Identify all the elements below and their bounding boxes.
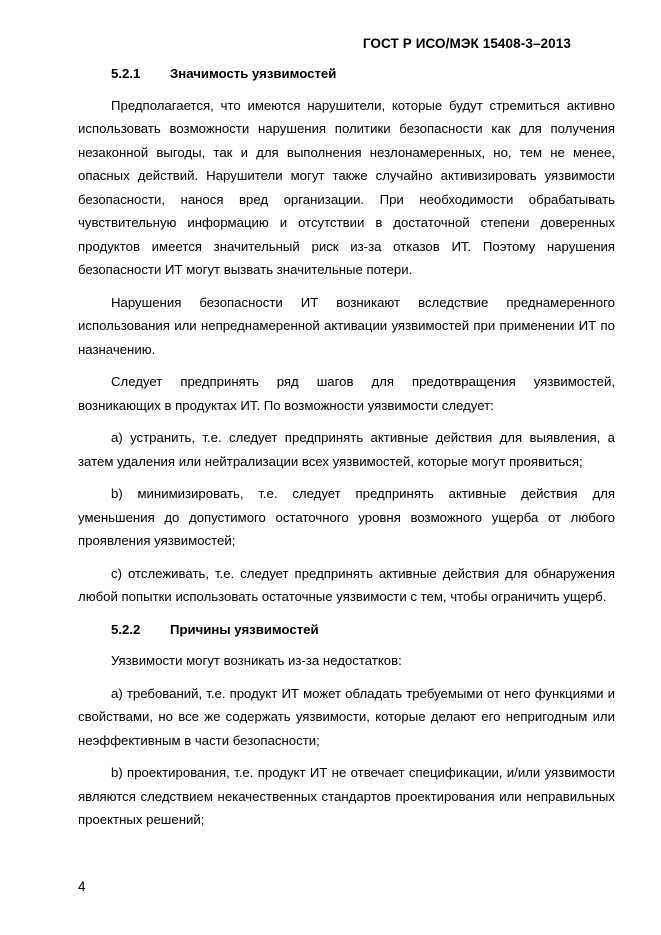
section-title: Причины уязвимостей bbox=[170, 621, 319, 637]
standard-header: ГОСТ Р ИСО/МЭК 15408-3–2013 bbox=[362, 36, 571, 51]
list-item: c) отслеживать, т.е. следует предпринять активные действия для обнаружения любой попытки использовать остаточные уязвимости с тем, чтобы ограничить ущерб. bbox=[78, 565, 615, 604]
section-title: Значимость уязвимостей bbox=[170, 66, 337, 81]
list-item: а) требований, т.е. продукт ИТ может обладать требуемыми от него функциями и свойствами, но все же содержать уязвимости, которые делают его непригодным или неэффективным в части безопасности; bbox=[78, 685, 615, 748]
section-heading bbox=[78, 618, 615, 642]
paragraph: Следует предпринять ряд шагов для предотвращения уязвимостей, возникающих в продуктах ИТ. По возможности уязвимости следует: bbox=[78, 374, 615, 413]
section-number: 5.2.2 bbox=[111, 621, 141, 637]
paragraph: Предполагается, что имеются нарушители, которые будут стремиться активно использовать возможности нарушения политики безопасности как для получения незаконной выгоды, так и для выполнения незлонамеренных, но, тем не менее, опасных действий. Нарушители могут также случайно активизировать уязвимости безопасности, нанося вред организации. При необходимости обрабатывать чувствительную информацию и отсутствии в достаточной степени доверенных продуктов имеется значительный риск из-за отказов ИТ. Поэтому нарушения безопасности ИТ могут вызвать значительные потери. bbox=[78, 97, 615, 277]
paragraph: Уязвимости могут возникать из-за недостатков: bbox=[111, 653, 402, 668]
list-item: а) устранить, т.е. следует предпринять активные действия для выявления, а затем удаления или нейтрализации всех уязвимостей, которые могут проявиться; bbox=[78, 430, 615, 469]
section-number: 5.2.1 bbox=[111, 66, 141, 81]
page-number: 4 bbox=[78, 879, 86, 894]
section-heading bbox=[78, 62, 615, 86]
list-item: b) минимизировать, т.е. следует предпринять активные действия для уменьшения до допустимого остаточного уровня возможного ущерба от любого проявления уязвимостей; bbox=[78, 486, 615, 548]
document-body bbox=[78, 62, 615, 841]
paragraph: Нарушения безопасности ИТ возникают вследствие преднамеренного использования или непреднамеренной активации уязвимостей при применении ИТ по назначению. bbox=[78, 294, 615, 357]
list-item: b) проектирования, т.е. продукт ИТ не отвечает спецификации, и/или уязвимости являются следствием некачественных стандартов проектирования или неправильных проектных решений; bbox=[78, 765, 615, 827]
